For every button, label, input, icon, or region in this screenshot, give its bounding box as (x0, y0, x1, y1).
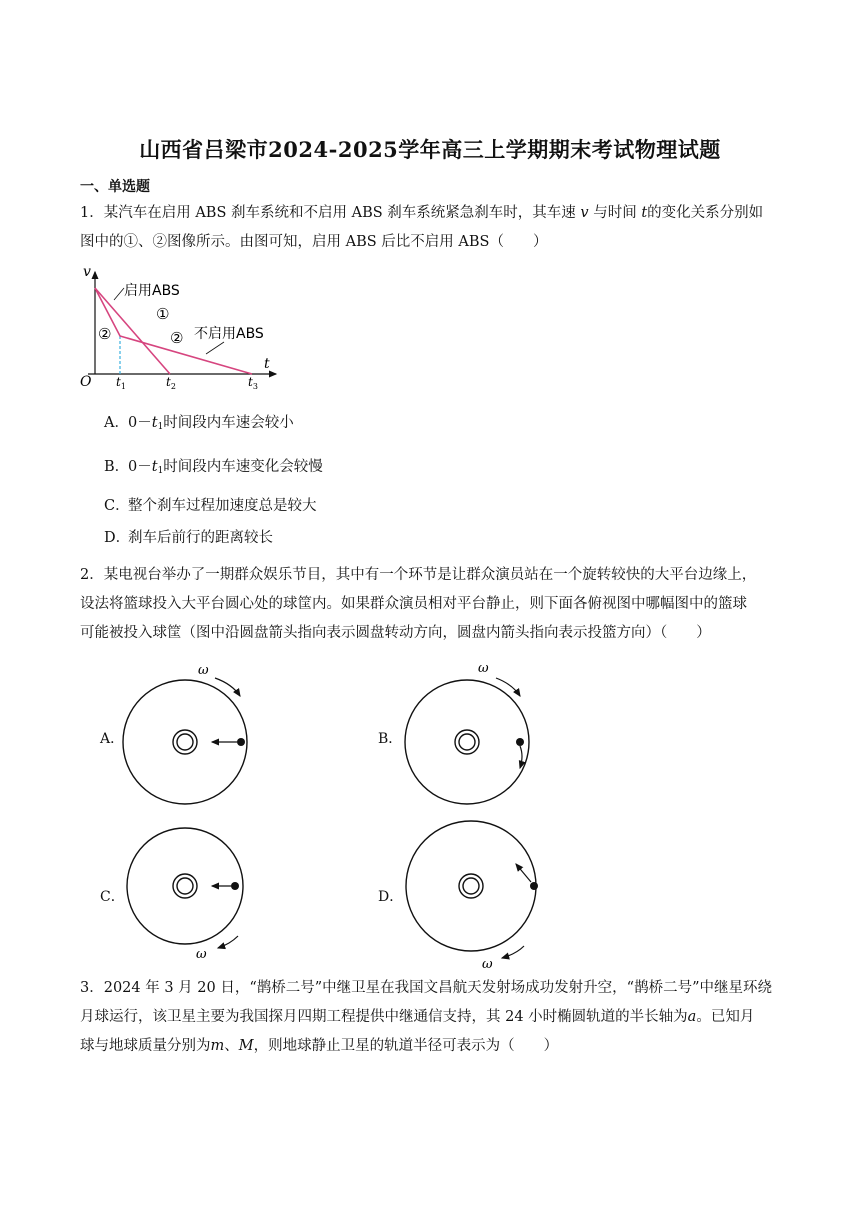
omega-label: ω (478, 661, 489, 676)
q2-option-d-label[interactable]: D． (378, 889, 404, 905)
omega-label: ω (482, 957, 493, 972)
q1-option-b[interactable]: B．$0-t_1$时间段内车速变化会较慢 (104, 459, 323, 476)
question-1-text: 1．某汽车在启用 ABS 刹车系统和不启用 ABS 刹车系统紧急刹车时，其车速 v 与时间 t的变化关系分别如 图中的①、②图像所示。由图可知，启用 ABS 后比不启用 ABS（ ） (80, 205, 764, 250)
v-axis-label: v (83, 266, 91, 280)
question-2-text: 2．某电视台举办了一期群众娱乐节目，其中有一个环节是让群众演员站在一个旋转较快的大平台边缘上， 设法将篮球投入大平台圆心处的球筐内。如果群众演员相对平台静止，则下面各俯视图中哪幅图中的篮球 可能被投入球筐（图中沿圆盘箭头指向表示圆盘转动方向，圆盘内箭头指向表示投篮方向）（ ） (80, 567, 757, 641)
origin-label: O (80, 374, 92, 390)
t1-tick-label: $t_1$ (116, 375, 126, 391)
disc-diagram-b (398, 656, 558, 806)
basketball-icon (237, 738, 245, 746)
t-axis-label: t (264, 356, 270, 372)
rotation-arrow-icon (215, 678, 240, 696)
q1-option-a[interactable]: A．$0-t_1$时间段内车速会较小 (104, 415, 294, 432)
no-abs-label: 不启用ABS (194, 326, 264, 342)
no-abs-label-leader (206, 342, 224, 354)
omega-label: ω (198, 663, 209, 678)
curve-2-left-marker: ② (98, 325, 112, 343)
q2-option-b-label[interactable]: B． (378, 731, 403, 747)
q1-option-d[interactable]: D．刹车后前行的距离较长 (104, 530, 273, 546)
basketball-icon (231, 882, 239, 890)
basketball-icon (530, 882, 538, 890)
rotation-arrow-icon (218, 936, 238, 948)
omega-label: ω (196, 947, 207, 962)
disc-diagram-c (120, 818, 280, 968)
q2-option-a-label[interactable]: A． (100, 731, 125, 747)
abs-label-leader (114, 288, 124, 300)
question-3-text: 3．2024 年 3 月 20 日，“鹊桥二号”中继卫星在我国文昌航天发射场成功发射升空，“鹊桥二号”中继星环绕 月球运行，该卫星主要为我国探月四期工程提供中继通信支持，其 24 小时椭圆轨道的半长轴为a。已知月 球与地球质量分别为m、M，则地球静止卫星的轨道半径可表示为（ ） (80, 980, 772, 1054)
basketball-icon (516, 738, 524, 746)
q2-option-c-label[interactable]: C． (100, 889, 125, 905)
section-heading: 一、单选题 (80, 179, 150, 195)
t2-tick-label: $t_2$ (166, 375, 176, 391)
t3-tick-label: $t_3$ (248, 375, 258, 391)
document-title: 山西省吕梁市2024-2025学年高三上学期期末考试物理试题 (139, 137, 721, 162)
curve-2-right-marker: ② (170, 329, 184, 347)
rotation-arrow-icon (496, 678, 520, 696)
disc-diagram-d (398, 810, 558, 972)
abs-label: 启用ABS (124, 283, 180, 299)
velocity-time-graph (78, 266, 288, 392)
disc-diagram-a (120, 656, 280, 806)
q1-option-c[interactable]: C．整个刹车过程加速度总是较大 (104, 498, 317, 514)
curve-1-marker: ① (156, 305, 170, 323)
rotation-arrow-icon (502, 946, 524, 958)
